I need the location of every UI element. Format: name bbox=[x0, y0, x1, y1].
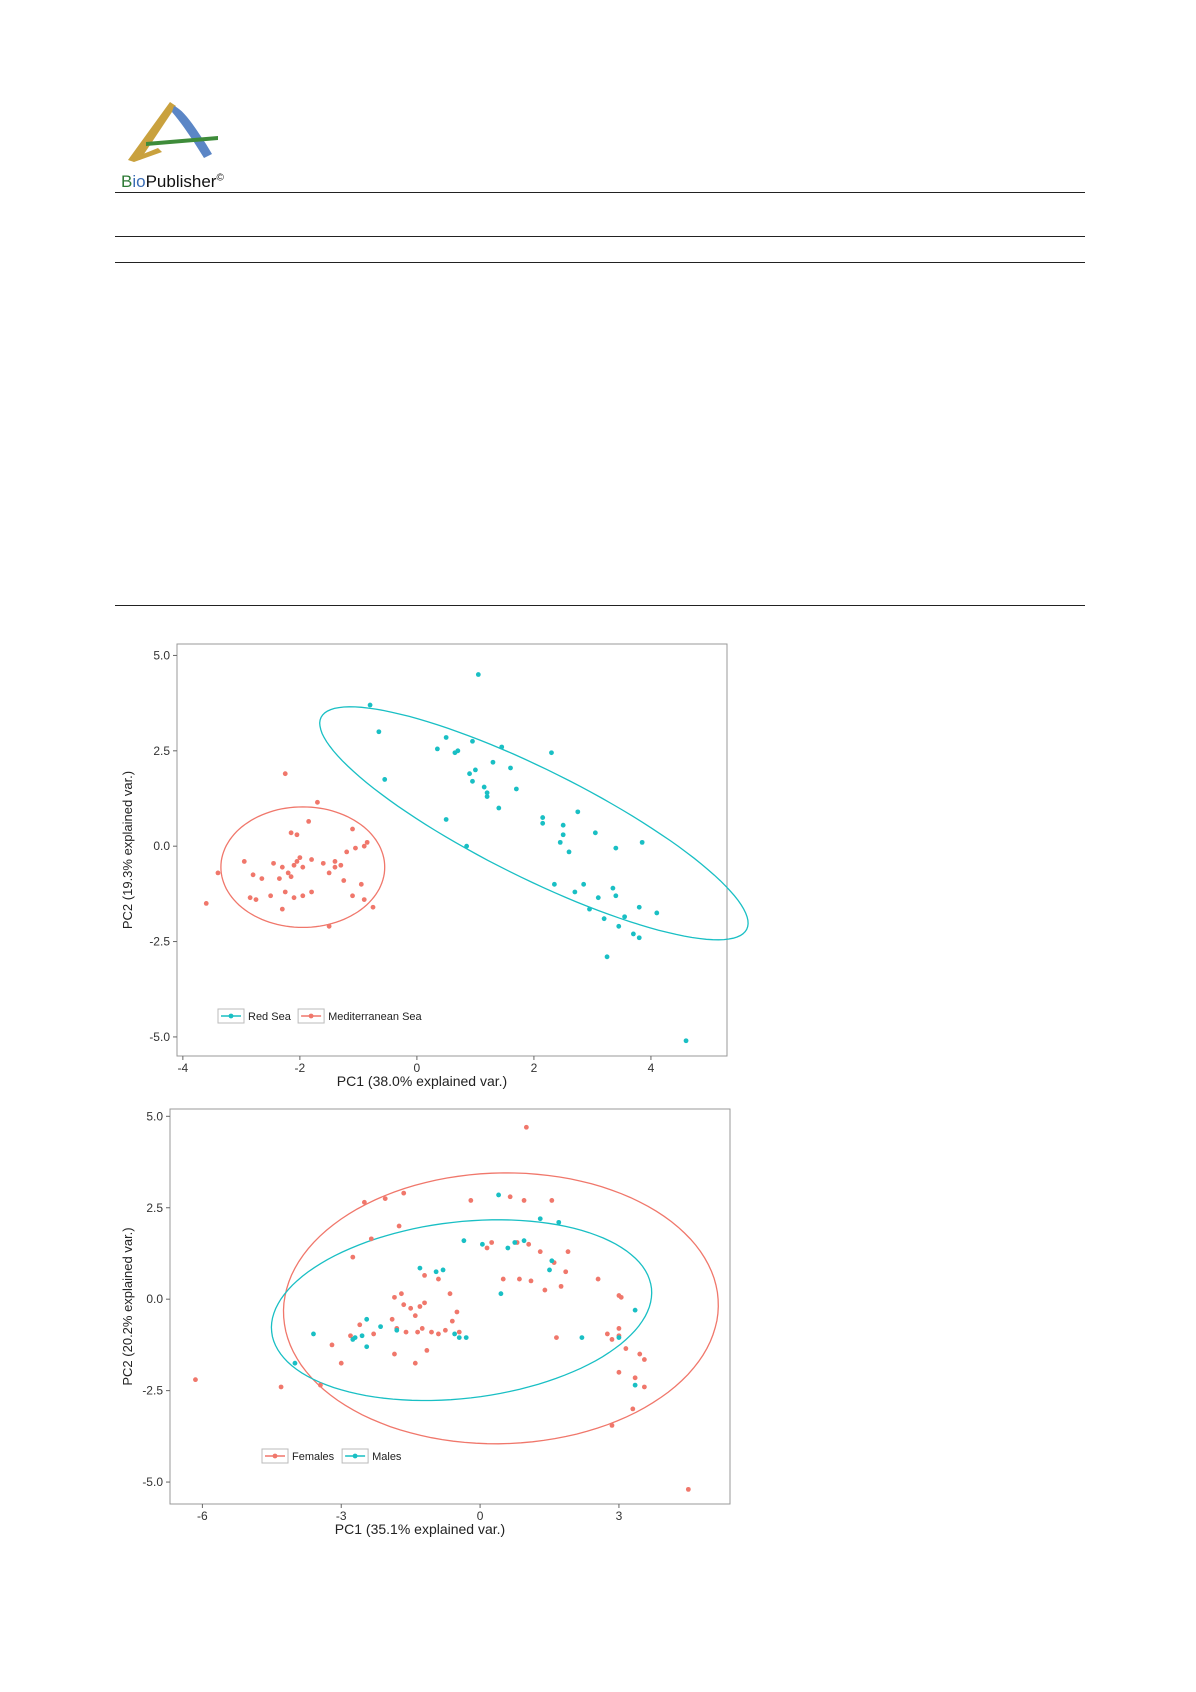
mediterranean-sea-point bbox=[289, 874, 294, 879]
legend-key-point bbox=[353, 1454, 358, 1459]
females-point bbox=[524, 1125, 529, 1130]
red-sea-point bbox=[470, 779, 475, 784]
red-sea-point bbox=[572, 890, 577, 895]
females-point bbox=[357, 1322, 362, 1327]
males-point bbox=[350, 1337, 355, 1342]
red-sea-point bbox=[485, 790, 490, 795]
females-point bbox=[399, 1291, 404, 1296]
males-point bbox=[556, 1220, 561, 1225]
x-tick-label: -6 bbox=[197, 1509, 208, 1523]
females-point bbox=[610, 1337, 615, 1342]
red-sea-point bbox=[602, 916, 607, 921]
females-point bbox=[642, 1385, 647, 1390]
females-point bbox=[633, 1375, 638, 1380]
red-sea-point bbox=[540, 821, 545, 826]
legend-key-point bbox=[309, 1014, 314, 1019]
y-tick-label: 2.5 bbox=[153, 743, 170, 758]
females-point bbox=[617, 1326, 622, 1331]
females-point bbox=[279, 1385, 284, 1390]
females-point bbox=[529, 1278, 534, 1283]
females-point bbox=[401, 1191, 406, 1196]
x-tick-label: 3 bbox=[615, 1509, 623, 1523]
mediterranean-sea-point bbox=[277, 876, 282, 881]
x-axis-label: PC1 (35.1% explained var.) bbox=[334, 1521, 506, 1537]
x-tick-label: -3 bbox=[335, 1509, 347, 1523]
females-point bbox=[549, 1198, 554, 1203]
mediterranean-sea-point bbox=[327, 924, 332, 929]
red-sea-point bbox=[558, 840, 563, 845]
mediterranean-sea-point bbox=[315, 800, 320, 805]
females-point bbox=[485, 1246, 490, 1251]
mediterranean-sea-point bbox=[362, 897, 367, 902]
red-sea-point bbox=[637, 905, 642, 910]
females-point bbox=[630, 1407, 635, 1412]
red-sea-point bbox=[640, 840, 645, 845]
red-sea-point bbox=[654, 911, 659, 916]
females-point bbox=[637, 1352, 642, 1357]
males-point bbox=[452, 1332, 457, 1337]
red-sea-point bbox=[637, 935, 642, 940]
pca-plot-sex bbox=[110, 1095, 790, 1540]
red-sea-point bbox=[631, 932, 636, 937]
females-point bbox=[443, 1328, 448, 1333]
mediterranean-sea-point bbox=[333, 865, 338, 870]
mediterranean-sea-point bbox=[271, 861, 276, 866]
females-point bbox=[468, 1198, 473, 1203]
divider-rule-3 bbox=[115, 605, 1085, 606]
mediterranean-sea-point bbox=[359, 882, 364, 887]
females-point bbox=[413, 1361, 418, 1366]
red-sea-point bbox=[581, 882, 586, 887]
red-sea-point bbox=[368, 703, 373, 708]
males-point bbox=[418, 1266, 423, 1271]
red-sea-point bbox=[567, 850, 572, 855]
red-sea-point bbox=[508, 766, 513, 771]
mediterranean-sea-point bbox=[365, 840, 370, 845]
mediterranean-sea-point bbox=[259, 876, 264, 881]
mediterranean-sea-point bbox=[309, 857, 314, 862]
mediterranean-sea-point bbox=[309, 890, 314, 895]
males-point bbox=[394, 1328, 399, 1333]
red-sea-point bbox=[596, 895, 601, 900]
females-point bbox=[605, 1332, 610, 1337]
males-point bbox=[499, 1291, 504, 1296]
red-sea-point bbox=[435, 747, 440, 752]
males-point bbox=[464, 1335, 469, 1340]
males-point bbox=[364, 1317, 369, 1322]
females-point bbox=[193, 1377, 198, 1382]
females-point bbox=[339, 1361, 344, 1366]
males-point bbox=[293, 1361, 298, 1366]
red-sea-point bbox=[444, 817, 449, 822]
legend-label-mediterranean-sea: Mediterranean Sea bbox=[328, 1011, 422, 1023]
red-sea-point bbox=[473, 767, 478, 772]
red-sea-point bbox=[470, 739, 475, 744]
red-sea-point bbox=[455, 748, 460, 753]
red-sea-point bbox=[605, 954, 610, 959]
x-tick-label: 0 bbox=[476, 1509, 484, 1523]
mediterranean-sea-point bbox=[321, 861, 326, 866]
males-point bbox=[360, 1333, 365, 1338]
mediterranean-sea-point bbox=[353, 846, 358, 851]
legend-key-point bbox=[229, 1014, 234, 1019]
females-point bbox=[404, 1330, 409, 1335]
males-point bbox=[549, 1258, 554, 1263]
red-sea-point bbox=[549, 750, 554, 755]
males-point bbox=[617, 1335, 622, 1340]
y-tick-label: -2.5 bbox=[142, 1383, 163, 1398]
mediterranean-sea-point bbox=[327, 870, 332, 875]
mediterranean-sea-point bbox=[371, 905, 376, 910]
females-point bbox=[424, 1348, 429, 1353]
females-point bbox=[401, 1302, 406, 1307]
mediterranean-sea-point bbox=[292, 895, 297, 900]
females-point bbox=[422, 1273, 427, 1278]
header-rule bbox=[115, 192, 1085, 193]
females-point bbox=[392, 1295, 397, 1300]
females-point bbox=[522, 1198, 527, 1203]
females-point bbox=[415, 1330, 420, 1335]
red-sea-point bbox=[496, 806, 501, 811]
males-point bbox=[538, 1216, 543, 1221]
females-point bbox=[619, 1295, 624, 1300]
y-tick-label: 5.0 bbox=[146, 1109, 163, 1124]
y-axis-label: PC2 (19.3% explained var.) bbox=[120, 770, 135, 930]
red-sea-point bbox=[561, 823, 566, 828]
males-point bbox=[311, 1332, 316, 1337]
x-axis-label: PC1 (38.0% explained var.) bbox=[336, 1073, 508, 1089]
mediterranean-sea-point bbox=[283, 890, 288, 895]
legend-label-females: Females bbox=[292, 1451, 335, 1463]
mediterranean-sea-point bbox=[333, 859, 338, 864]
females-point bbox=[436, 1332, 441, 1337]
females-point bbox=[538, 1249, 543, 1254]
y-tick-label: 2.5 bbox=[146, 1200, 163, 1215]
mediterranean-sea-point bbox=[295, 859, 300, 864]
mediterranean-sea-point bbox=[344, 850, 349, 855]
females-point bbox=[450, 1319, 455, 1324]
red-sea-point bbox=[622, 914, 627, 919]
females-point bbox=[318, 1383, 323, 1388]
females-point bbox=[383, 1196, 388, 1201]
males-point bbox=[496, 1193, 501, 1198]
mediterranean-sea-point bbox=[254, 897, 259, 902]
mediterranean-sea-point bbox=[286, 870, 291, 875]
mediterranean-sea-point bbox=[283, 771, 288, 776]
pca-plot-sea bbox=[110, 640, 790, 1095]
x-tick-label: 0 bbox=[413, 1061, 421, 1075]
mediterranean-sea-point bbox=[300, 865, 305, 870]
legend-label-males: Males bbox=[372, 1451, 402, 1463]
x-tick-label: -2 bbox=[294, 1061, 306, 1075]
females-point bbox=[418, 1304, 423, 1309]
legend-key-point bbox=[273, 1454, 278, 1459]
red-sea-point bbox=[587, 907, 592, 912]
red-sea-point bbox=[575, 809, 580, 814]
y-tick-label: 5.0 bbox=[153, 648, 170, 663]
publisher-name: BioPublisher© bbox=[121, 172, 224, 191]
red-sea-point bbox=[514, 787, 519, 792]
females-point bbox=[350, 1255, 355, 1260]
red-sea-point bbox=[376, 729, 381, 734]
red-sea-point bbox=[684, 1038, 689, 1043]
x-tick-label: 4 bbox=[647, 1061, 655, 1075]
mediterranean-sea-point bbox=[306, 819, 311, 824]
females-point bbox=[390, 1317, 395, 1322]
red-sea-point bbox=[540, 815, 545, 820]
females-point bbox=[455, 1310, 460, 1315]
females-point bbox=[413, 1313, 418, 1318]
females-point bbox=[369, 1236, 374, 1241]
y-tick-label: -2.5 bbox=[149, 934, 170, 949]
males-point bbox=[457, 1335, 462, 1340]
chart-sea-svg bbox=[110, 640, 790, 1095]
males-point bbox=[633, 1308, 638, 1313]
mediterranean-sea-point bbox=[300, 893, 305, 898]
females-point bbox=[330, 1343, 335, 1348]
females-point bbox=[517, 1277, 522, 1282]
females-point bbox=[617, 1370, 622, 1375]
divider-rule-2 bbox=[115, 262, 1085, 263]
males-point bbox=[480, 1242, 485, 1247]
mediterranean-sea-point bbox=[297, 855, 302, 860]
mediterranean-sea-point bbox=[251, 872, 256, 877]
females-point bbox=[489, 1240, 494, 1245]
males-point bbox=[512, 1240, 517, 1245]
red-sea-point bbox=[613, 846, 618, 851]
plot-panel bbox=[177, 644, 727, 1056]
y-tick-label: 0.0 bbox=[153, 839, 170, 854]
red-sea-point bbox=[444, 735, 449, 740]
females-point bbox=[559, 1284, 564, 1289]
males-point bbox=[461, 1238, 466, 1243]
mediterranean-sea-point bbox=[350, 827, 355, 832]
females-point bbox=[371, 1332, 376, 1337]
females-point bbox=[623, 1346, 628, 1351]
females-point bbox=[362, 1200, 367, 1205]
males-point bbox=[505, 1246, 510, 1251]
x-tick-label: 2 bbox=[530, 1061, 538, 1075]
x-tick-label: -4 bbox=[177, 1061, 189, 1075]
mediterranean-sea-point bbox=[204, 901, 209, 906]
females-point bbox=[420, 1326, 425, 1331]
red-sea-point bbox=[613, 893, 618, 898]
males-point bbox=[633, 1383, 638, 1388]
males-point bbox=[434, 1269, 439, 1274]
mediterranean-sea-point bbox=[350, 893, 355, 898]
mediterranean-sea-point bbox=[280, 865, 285, 870]
mediterranean-sea-point bbox=[341, 878, 346, 883]
females-point bbox=[542, 1288, 547, 1293]
mediterranean-sea-point bbox=[289, 830, 294, 835]
red-sea-point bbox=[499, 745, 504, 750]
mediterranean-sea-point bbox=[242, 859, 247, 864]
females-point bbox=[508, 1194, 513, 1199]
red-sea-point bbox=[552, 882, 557, 887]
red-sea-point bbox=[464, 844, 469, 849]
legend-label-red-sea: Red Sea bbox=[248, 1011, 291, 1023]
red-sea-point bbox=[616, 924, 621, 929]
mediterranean-sea-point bbox=[338, 863, 343, 868]
females-point bbox=[422, 1300, 427, 1305]
y-tick-label: 0.0 bbox=[146, 1292, 163, 1307]
chart-sex-svg bbox=[110, 1095, 790, 1540]
y-tick-label: -5.0 bbox=[142, 1475, 163, 1490]
divider-rule-1 bbox=[115, 236, 1085, 237]
red-sea-point bbox=[382, 777, 387, 782]
red-sea-point bbox=[593, 830, 598, 835]
males-point bbox=[364, 1344, 369, 1349]
females-point bbox=[596, 1277, 601, 1282]
red-sea-point bbox=[467, 771, 472, 776]
mediterranean-sea-point bbox=[362, 844, 367, 849]
females-point bbox=[642, 1357, 647, 1362]
females-point bbox=[448, 1291, 453, 1296]
females-point bbox=[457, 1330, 462, 1335]
females-point bbox=[392, 1352, 397, 1357]
females-point bbox=[563, 1269, 568, 1274]
males-point bbox=[547, 1268, 552, 1273]
red-sea-point bbox=[611, 886, 616, 891]
mediterranean-sea-point bbox=[280, 907, 285, 912]
females-point bbox=[429, 1330, 434, 1335]
females-point bbox=[408, 1306, 413, 1311]
y-tick-label: -5.0 bbox=[149, 1029, 170, 1044]
red-sea-point bbox=[491, 760, 496, 765]
females-point bbox=[501, 1277, 506, 1282]
females-point bbox=[566, 1249, 571, 1254]
mediterranean-sea-point bbox=[216, 870, 221, 875]
y-axis-label: PC2 (20.2% explained var.) bbox=[120, 1227, 135, 1386]
males-point bbox=[441, 1268, 446, 1273]
plot-panel bbox=[170, 1109, 730, 1504]
red-sea-point bbox=[476, 672, 481, 677]
females-point bbox=[610, 1423, 615, 1428]
males-point bbox=[522, 1238, 527, 1243]
females-point bbox=[436, 1277, 441, 1282]
females-point bbox=[554, 1335, 559, 1340]
mediterranean-sea-point bbox=[295, 832, 300, 837]
red-sea-point bbox=[561, 832, 566, 837]
mediterranean-sea-point bbox=[292, 863, 297, 868]
red-sea-point bbox=[482, 785, 487, 790]
mediterranean-sea-point bbox=[248, 895, 253, 900]
mediterranean-sea-point bbox=[268, 893, 273, 898]
males-point bbox=[580, 1335, 585, 1340]
females-point bbox=[526, 1242, 531, 1247]
males-point bbox=[378, 1324, 383, 1329]
females-point bbox=[686, 1487, 691, 1492]
females-point bbox=[397, 1224, 402, 1229]
